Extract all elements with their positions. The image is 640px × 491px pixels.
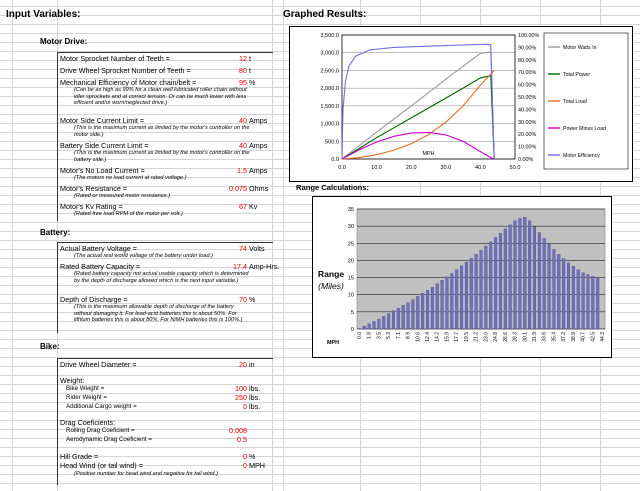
chart2-ytick-label: 25 [347, 241, 354, 248]
aero-drag-label: Aerodynamic Drag Coeficient = [66, 436, 152, 443]
head-wind-label: Head Wind (or tail wind) = [60, 461, 143, 470]
voltage-unit: Volts [249, 244, 265, 253]
chart2-xtick-label: 21.2 [473, 332, 480, 342]
chart2-bar [387, 314, 390, 329]
chart2-xtick-label: 37.2 [561, 332, 568, 342]
battery-current-value[interactable]: 40 [239, 141, 247, 150]
bike-weight-label: Bike Weight = [66, 385, 105, 392]
chart2-bar [470, 258, 473, 329]
chart2-xtick-label: 24.8 [493, 332, 500, 342]
chart2-bar [431, 287, 434, 329]
dod-unit: % [249, 295, 256, 304]
chart1-ytick-label: 3,000.0 [320, 50, 339, 57]
chart2-ytick-label: 20 [347, 258, 354, 265]
chart2-ytick-label: 10 [347, 292, 354, 299]
chart2-ylabel-line2: (Miles) [318, 281, 344, 291]
cargo-value[interactable]: 0 [243, 402, 247, 411]
motor-sprocket-value[interactable]: 12 [239, 54, 247, 63]
chart2-bar [596, 278, 599, 329]
chart2-bar [382, 316, 385, 329]
chart2-bar [519, 218, 522, 329]
range-chart [313, 197, 611, 357]
chart2-ytick-label: 35 [347, 207, 354, 213]
chart1-y2tick-label: 10.00% [518, 144, 537, 151]
battery-current-label: Battery Side Current Limit = [60, 141, 149, 150]
aero-drag-value[interactable]: 0.5 [237, 435, 247, 444]
no-load-unit: Amps [249, 166, 268, 175]
chart2-xtick-label: 8.9 [405, 332, 412, 339]
chart2-bar [402, 305, 405, 329]
chart2-bar [436, 284, 439, 329]
efficiency-unit: % [249, 78, 256, 87]
chart2-xtick-label: 30.1 [522, 332, 529, 342]
hill-grade-label: Hill Grade = [60, 452, 99, 461]
wheel-diameter-unit: in [249, 360, 255, 369]
graphed-results-heading: Graphed Results: [283, 9, 367, 20]
input-variables-heading: Input Variables: [6, 9, 81, 20]
chart2-bar [426, 290, 429, 329]
capacity-unit: Amp-Hrs. [249, 262, 280, 271]
hill-grade-value[interactable]: 0 [243, 452, 247, 461]
chart2-xtick-label: 15.9 [444, 332, 451, 342]
chart1-xtick-label: 50.0 [509, 165, 521, 171]
motor-current-note: (This is the maximum current as limited by the motor's controller on the motor side.) [74, 125, 250, 138]
voltage-label: Actual Battery Voltage = [60, 244, 137, 253]
motor-current-value[interactable]: 40 [239, 116, 247, 125]
chart2-bar [528, 221, 531, 329]
chart2-xtick-label: 26.6 [502, 332, 509, 342]
chart2-bar [441, 280, 444, 329]
chart2-xtick-label: 5.3 [386, 332, 393, 339]
chart2-xtick-label: 14.2 [434, 332, 441, 342]
chart1-ytick-label: 0.0 [331, 157, 339, 163]
chart1-xtick-label: 20.0 [405, 165, 417, 171]
chart2-bar [499, 233, 502, 329]
chart2-bar [533, 226, 536, 329]
kv-unit: Kv [249, 202, 258, 211]
chart2-bar [455, 270, 458, 329]
no-load-value[interactable]: 1.5 [237, 166, 247, 175]
chart2-ytick-label: 15 [347, 275, 354, 282]
head-wind-value[interactable]: 0 [243, 461, 247, 470]
motor-drive-section: Motor Drive: [40, 37, 88, 46]
chart2-xtick-label: 23.0 [483, 332, 490, 342]
chart1-y2tick-label: 50.00% [518, 95, 537, 101]
weight-label: Weight: [60, 376, 85, 385]
wheel-sprocket-label: Drive Wheel Sprocket Number of Teeth = [60, 66, 191, 75]
chart1-legend-label: Total Load [563, 99, 587, 105]
bike-weight-unit: lbs. [249, 384, 261, 393]
chart2-xtick-label: 0.0 [356, 332, 363, 339]
chart2-xtick-label: 35.4 [551, 332, 558, 342]
chart1-series-motor-watts-in [342, 52, 494, 159]
chart2-bar [363, 326, 366, 329]
chart1-xlabel: MPH [422, 151, 435, 157]
chart2-ylabel-line1: Range [317, 269, 345, 279]
bike-section: Bike: [40, 342, 60, 351]
chart1-xtick-label: 10.0 [371, 165, 383, 171]
chart1-ytick-label: 3,500.0 [320, 33, 339, 39]
chart2-bar [587, 274, 590, 329]
motor-current-unit: Amps [249, 116, 268, 125]
no-load-note: (The motors no load current at rated voltage.) [74, 175, 187, 181]
wheel-diameter-value[interactable]: 20 [239, 360, 247, 369]
chart2-bar [548, 244, 551, 329]
power-efficiency-chart [290, 27, 632, 181]
rider-weight-value[interactable]: 250 [235, 393, 247, 402]
chart2-bar [397, 308, 400, 329]
chart1-legend-label: Power Minus Load [563, 126, 606, 132]
chart1-ytick-label: 1,000.0 [320, 121, 339, 128]
chart2-xtick-label: 3.5 [376, 332, 383, 339]
capacity-value[interactable]: 17.4 [233, 262, 247, 271]
chart1-y2tick-label: 20.00% [518, 132, 537, 139]
drag-label: Drag Coeficients: [60, 418, 116, 427]
chart2-bar [416, 296, 419, 329]
chart2-xtick-label: 12.4 [425, 332, 431, 342]
battery-section: Battery: [40, 228, 71, 237]
chart2-xtick-label: 17.7 [454, 332, 461, 342]
chart2-bar [407, 303, 410, 329]
chart2-xlabel: MPH [327, 340, 339, 346]
kv-label: Motor's Kv Rating = [60, 202, 123, 211]
no-load-label: Motor's No Load Current = [60, 166, 145, 175]
chart1-y2tick-label: 100.00% [518, 33, 540, 39]
chart2-bar [514, 221, 517, 329]
chart2-ytick-label: 5 [350, 309, 354, 316]
cargo-unit: lbs. [249, 402, 261, 411]
chart1-ytick-label: 500.0 [325, 139, 339, 146]
chart2-bar [591, 276, 594, 329]
chart2-xtick-label: 31.9 [532, 332, 538, 342]
chart1-xtick-label: 0.0 [338, 165, 346, 171]
chart2-xtick-label: 40.7 [580, 332, 587, 342]
chart2-bar [572, 266, 575, 329]
efficiency-label: Mechanical Efficiency of Motor chain/belt = [60, 78, 197, 87]
chart2-bar [378, 319, 381, 329]
motor-sprocket-label: Motor Sprocket Number of Teeth = [60, 54, 170, 63]
chart2-bar [562, 259, 565, 329]
chart2-xtick-label: 1.8 [366, 332, 373, 339]
battery-current-note: (This is the maximum current as limited by the motor's controller on the battery side.) [74, 150, 250, 163]
chart1-y2tick-label: 40.00% [518, 107, 537, 114]
chart1-xtick-label: 30.0 [440, 165, 452, 171]
dod-value[interactable]: 70 [239, 295, 247, 304]
chart2-bar [553, 249, 556, 329]
chart1-ytick-label: 2,500.0 [320, 68, 339, 75]
chart2-bar [465, 262, 468, 329]
wheel-diameter-label: Drive Wheel Diameter = [60, 360, 137, 369]
chart1-y2tick-label: 90.00% [518, 45, 537, 52]
chart2-bar [557, 254, 560, 329]
chart1-ytick-label: 1,500.0 [320, 103, 339, 110]
chart2-bar [538, 233, 541, 329]
chart2-ytick-label: 0 [350, 327, 354, 333]
resistance-value[interactable]: 0.075 [229, 184, 247, 193]
range-calculations-heading: Range Calculations: [296, 183, 369, 192]
chart2-bar [485, 246, 488, 329]
capacity-label: Rated Battery Capacity = [60, 262, 141, 271]
head-wind-note: (Positive number for head wind and negative for tail wind.) [74, 471, 218, 477]
chart1-legend-label: Motor Watts In [563, 45, 597, 51]
chart2-xtick-label: 44.3 [600, 332, 607, 342]
cargo-label: Additional Cargo weight = [66, 403, 137, 410]
chart1-legend-label: Total Power [563, 72, 591, 78]
chart1-series-power-minus-load [342, 132, 494, 159]
chart2-bar [489, 242, 492, 329]
chart2-bar [373, 321, 376, 329]
voltage-value[interactable]: 74 [239, 244, 247, 253]
battery-current-unit: Amps [249, 141, 268, 150]
dod-label: Depth of Discharge = [60, 295, 128, 304]
chart2-bar [421, 293, 424, 329]
dod-note: (This is the maximum allowable depth of discharge of the battery without damaging it. For lead-acid batteries this is about 50%. For lithium batteries this is about 80%. For NiMH batteries this is 100%.) [74, 304, 243, 324]
chart1-y2tick-label: 70.00% [518, 70, 537, 77]
chart2-bar [460, 266, 463, 329]
head-wind-unit: MPH [249, 461, 265, 470]
chart2-ytick-label: 30 [347, 224, 354, 231]
chart1-plot-area [342, 35, 515, 159]
chart2-bar [392, 311, 395, 329]
chart2-bar [509, 225, 512, 329]
chart2-xtick-label: 10.6 [415, 332, 422, 342]
chart2-bar [504, 229, 507, 329]
chart2-bar [523, 217, 526, 329]
chart2-bar [475, 254, 478, 329]
chart2-bar [480, 250, 483, 329]
chart2-bar [543, 238, 546, 329]
range-chart-frame[interactable] [312, 196, 612, 358]
chart2-xtick-label: 38.9 [570, 332, 577, 342]
power-chart-frame[interactable] [289, 26, 633, 182]
chart2-bar [450, 273, 453, 329]
rolling-drag-value[interactable]: 0.008 [229, 426, 247, 435]
chart2-bar [577, 270, 580, 329]
hill-grade-unit: % [249, 452, 256, 461]
kv-value[interactable]: 67 [239, 202, 247, 211]
chart2-bar [412, 300, 415, 329]
chart1-y2tick-label: 30.00% [518, 119, 537, 126]
wheel-sprocket-unit: t [249, 66, 251, 75]
chart2-xtick-label: 19.5 [463, 332, 470, 342]
resistance-note: (Rated or measured motor resistance.) [74, 193, 171, 199]
motor-sprocket-unit: t [249, 54, 251, 63]
motor-current-label: Motor Side Current Limit = [60, 116, 145, 125]
kv-note: (Rated free load RPM of the motor per volt.) [74, 211, 183, 217]
chart1-xtick-label: 40.0 [474, 165, 486, 171]
rolling-drag-label: Rolling Drag Coeficient = [66, 427, 135, 434]
chart2-xtick-label: 33.6 [541, 332, 548, 342]
voltage-note: (The actual real world voltage of the battery under load.) [74, 253, 213, 259]
chart2-xtick-label: 28.3 [512, 332, 519, 342]
efficiency-value[interactable]: 95 [239, 78, 247, 87]
chart1-y2tick-label: 60.00% [518, 82, 537, 89]
resistance-label: Motor's Resistance = [60, 184, 128, 193]
chart2-bar [567, 263, 570, 329]
chart2-xtick-label: 42.5 [590, 332, 597, 342]
chart2-bar [582, 273, 585, 329]
chart1-y2tick-label: 80.00% [518, 57, 537, 64]
chart2-bar [446, 277, 449, 329]
chart1-ytick-label: 2,000.0 [320, 86, 339, 93]
chart1-y2tick-label: 0.00% [518, 157, 534, 163]
capacity-note: (Rated battery capacity not actual usable capacity which is determined by the depth of discharge allowed which is the next input variable.) [74, 271, 249, 284]
bike-weight-value[interactable]: 100 [235, 384, 247, 393]
rider-weight-unit: lbs. [249, 393, 261, 402]
efficiency-note: (Can be as high as 99% for a clean well lubricated roller chain without idler sprockets and at correct tension. Or can be much lower with less efficient and/or worn/neglected drive.) [74, 87, 247, 107]
chart2-xtick-label: 7.1 [395, 332, 402, 339]
wheel-sprocket-value[interactable]: 80 [239, 66, 247, 75]
rider-weight-label: Rider Weight = [66, 394, 107, 401]
chart2-bar [494, 237, 497, 329]
chart2-bar [368, 324, 371, 329]
chart1-legend-label: Motor Efficiency [563, 153, 600, 159]
resistance-unit: Ohms [249, 184, 269, 193]
